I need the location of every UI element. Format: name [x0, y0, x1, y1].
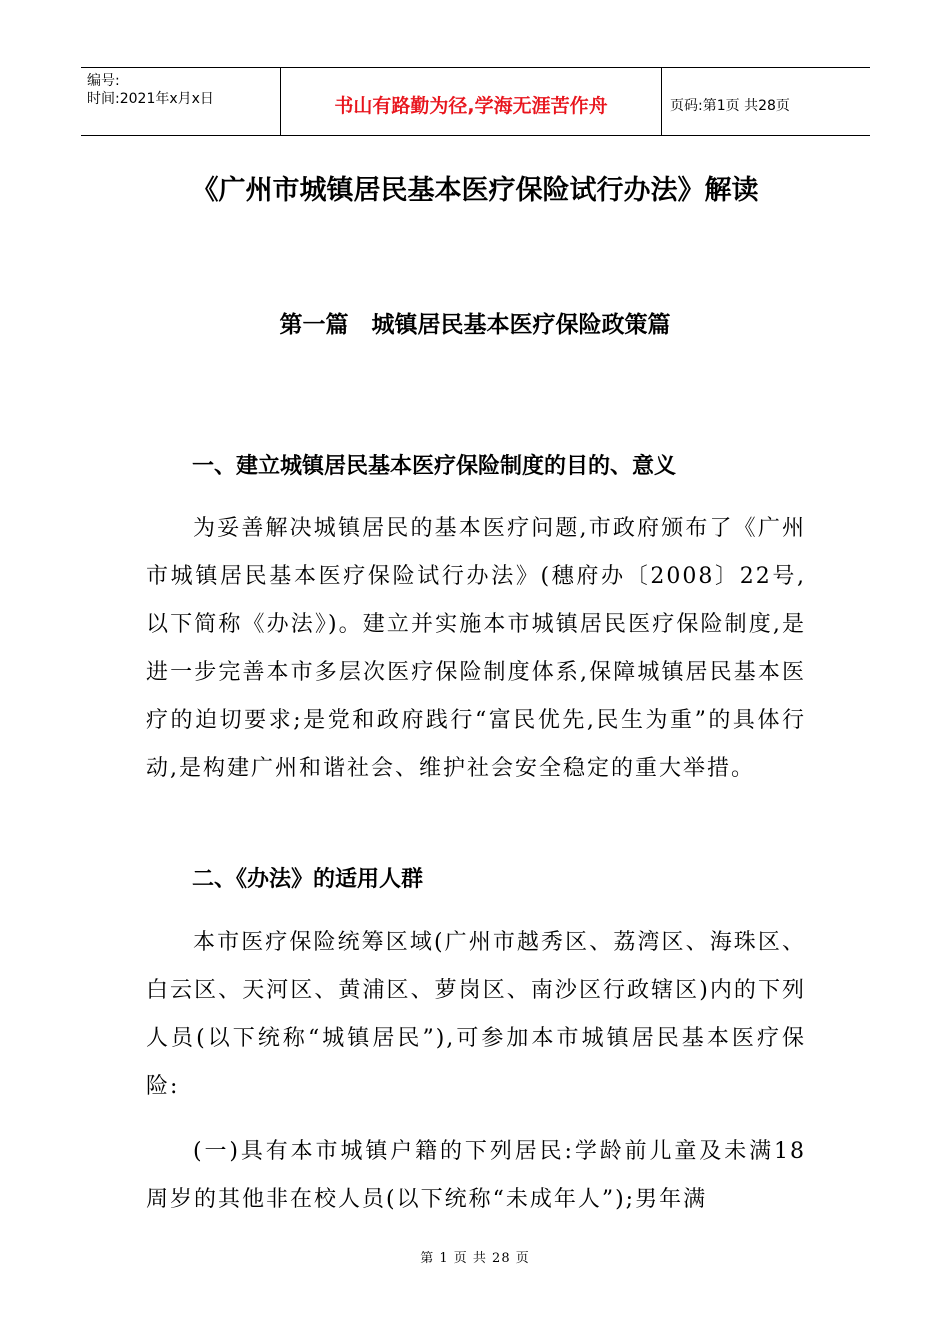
- section-heading-1: 一、建立城镇居民基本医疗保险制度的目的、意义: [192, 454, 677, 479]
- footer-page-number: 第 1 页 共 28 页: [420, 1251, 530, 1266]
- time-label: 时间:2021年x月x日: [87, 91, 214, 107]
- section2-paragraph-2: (一)具有本市城镇户籍的下列居民:学龄前儿童及未满18周岁的其他非在校人员(以下统称“未成年人”);男年满: [146, 1139, 806, 1212]
- section1-paragraph: 为妥善解决城镇居民的基本医疗问题,市政府颁布了《广州市城镇居民基本医疗保险试行办法》(穗府办〔2008〕22号,以下简称《办法》)。建立并实施本市城镇居民医疗保险制度,是进一步完善本市多层次医疗保险制度体系,保障城镇居民基本医疗的迫切要求;是党和政府践行“富民优先,民生为重”的具体行动,是构建广州和谐社会、维护社会安全稳定的重大举措。: [146, 516, 806, 781]
- document-title: 《广州市城镇居民基本医疗保险试行办法》解读: [191, 175, 759, 206]
- header-table: [81, 67, 870, 136]
- header-motto: 书山有路勤为径,学海无涯苦作舟: [281, 68, 662, 135]
- section2-paragraph-1: 本市医疗保险统筹区域(广州市越秀区、荔湾区、海珠区、白云区、天河区、黄浦区、萝岗区、南沙区行政辖区)内的下列人员(以下统称“城镇居民”),可参加本市城镇居民基本医疗保险:: [146, 930, 806, 1099]
- part-title: 第一篇 城镇居民基本医疗保险政策篇: [279, 312, 671, 338]
- header-page-info: 页码:第1页 共28页: [670, 97, 790, 114]
- number-label: 编号:: [87, 73, 120, 89]
- section-heading-2: 二、《办法》的适用人群: [192, 867, 424, 892]
- header-left-cell: [81, 68, 281, 135]
